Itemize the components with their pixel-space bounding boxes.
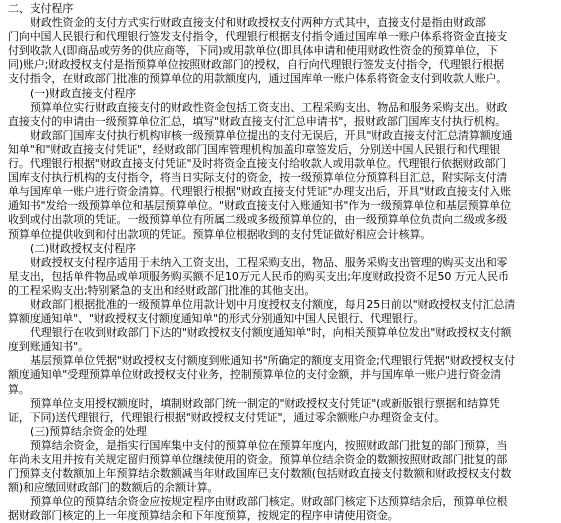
paragraph-line: 算。 [8, 382, 30, 396]
section-heading: 二、支付程序 [8, 2, 74, 15]
paragraph-line: 行。代理银行根据"财政直接支付凭证"及时将资金直接支付给收款人或用款单位。代理银行依据财政部门 [8, 157, 507, 171]
paragraph-line: 支付指令，在财政部门批准的预算单位的用款额度内，通过国库单一账户体系将资金支付到收款人账户。 [8, 72, 508, 86]
paragraph-line: 星支出，包括单件物品或单项服务购买额不足10万元人民币的购买支出;年度财政投资不足50 万元人民币 [8, 269, 509, 283]
paragraph-line: 收到或付出款项的凭证。一级预算单位有所属二级或多级预算单位的，由一级预算单位负责向二级或多级 [8, 213, 508, 227]
paragraph-first-line: 代理银行在收到财政部门下达的"财政授权支付额度通知单"时，向相关预算单位发出"财政授权支付额 [30, 326, 512, 340]
subsection-heading: (三)预算结余资金的处理 [30, 424, 147, 438]
paragraph-line: 知单"和"财政直接支付凭证"，经财政部门国库管理机构加盖印章签发后，分别送中国人民银行和代理银 [8, 142, 501, 156]
paragraph-first-line: 财政性资金的支付方式实行财政直接支付和财政授权支付两种方式其中，直接支付是指由财政部 [30, 16, 486, 30]
paragraph-line: 算额度通知单"、"财政授权支付额度通知单"的形式分别通知中国人民银行、代理银行。 [8, 312, 425, 326]
paragraph-first-line: 预算结余资金，是指实行国库集中支付的预算单位在预算年度内，按照财政部门批复的部门预算，当 [30, 438, 508, 452]
paragraph-line: 单与国库单一账户进行资金清算。代理银行根据"财政直接支付凭证"办理支出后，开具"财政直接支付入账 [8, 185, 511, 199]
paragraph-line: 额)和应缴回财政部门的数额后的余额计算。 [8, 481, 219, 495]
paragraph-line: 通知书"发给一级预算单位和基层预算单位。"财政直接支付入账通知书"作为一级预算单位和基层预算单位 [8, 199, 511, 213]
subsection-heading: (二)财政授权支付程序 [30, 241, 136, 255]
paragraph-line: 门预算支付数额加上年预算结余数额减当年财政国库已支付数额(包括财政直接支付数额和财政授权支付数 [8, 467, 512, 481]
paragraph-line: 证，下同)送代理银行，代理银行根据"财政授权支付凭证"，通过零余额账户办理资金支付。 [8, 410, 446, 424]
paragraph-first-line: 财政部门国库支付执行机构审核一级预算单位提出的支付无误后，开具"财政直接支付汇总清算额度通 [30, 128, 513, 142]
paragraph-line: 付到收款人(即商品或劳务的供应商等，下同)或用款单位(即具体申请和使用财政性资金的预算单位，下 [8, 44, 498, 58]
paragraph-line: 直接支付的申请由一级预算单位汇总，填写"财政直接支付汇总申请书"，报财政部门国库支付执行机构。 [8, 114, 507, 128]
paragraph-line: 的工程采购支出;特别紧急的支出和经财政部门批准的其他支出。 [8, 283, 316, 297]
paragraph-line: 据财政部门核定的上一年度预算结余和下年度预算，按规定的程序申请使用资金。 [8, 509, 399, 523]
paragraph-first-line: 财政授权支付程序适用于未纳入工资支出，工程采购支出，物品、服务采购支出管理的购买支出和零 [30, 255, 508, 269]
paragraph-line: 度到账通知书"。 [8, 340, 89, 354]
paragraph-line: 额度通知单"受理预算单位财政授权支付业务，控制预算单位的支付金额，并与国库单一账户进行资金清 [8, 368, 502, 382]
subsection-heading: (一)财政直接支付程序 [30, 86, 136, 100]
paragraph-first-line: 预算单位支用授权额度时，填制财政部门统一制定的"财政授权支付凭证"(或新版银行票据和结算凭 [30, 396, 500, 410]
paragraph-line: 国库支付执行机构的支付指令，将当日实际支付的资金，按一级预算单位分预算科目汇总，附实际支付清 [8, 171, 508, 185]
paragraph-line: 门向中国人民银行和代理银行签发支付指令，代理银行根据支付指令通过国库单一账户体系将资金直接支 [8, 30, 508, 44]
paragraph-line: 预算单位提供收到和付出款项的凭证。预算单位根据收到的支付凭证做好相应会计核算。 [8, 227, 432, 241]
document-body [8, 2, 557, 523]
paragraph-line: 同)账户;财政授权支付是指预算单位按照财政部门的授权，自行向代理银行签发支付指令，代理银行根据 [8, 58, 504, 72]
paragraph-first-line: 基层预算单位凭据"财政授权支付额度到账通知书"所确定的额度支用资金;代理银行凭据"财政授权支付 [30, 354, 515, 368]
paragraph-first-line: 预算单位的预算结余资金应按规定程序由财政部门核定。财政部门核定下达预算结余后，预算单位根 [30, 495, 508, 509]
paragraph-first-line: 财政部门根据批准的一级预算单位用款计划中月度授权支付额度，每月25日前以"财政授权支付汇总清 [30, 297, 516, 311]
paragraph-line: 年尚未支用并按有关规定留归预算单位继续使用的资金。预算单位结余资金的数额按照财政部门批复的部 [8, 453, 508, 466]
paragraph-first-line: 预算单位实行财政直接支付的财政性资金包括工资支出、工程采购支出、物品和服务采购支出。财政 [30, 100, 508, 114]
